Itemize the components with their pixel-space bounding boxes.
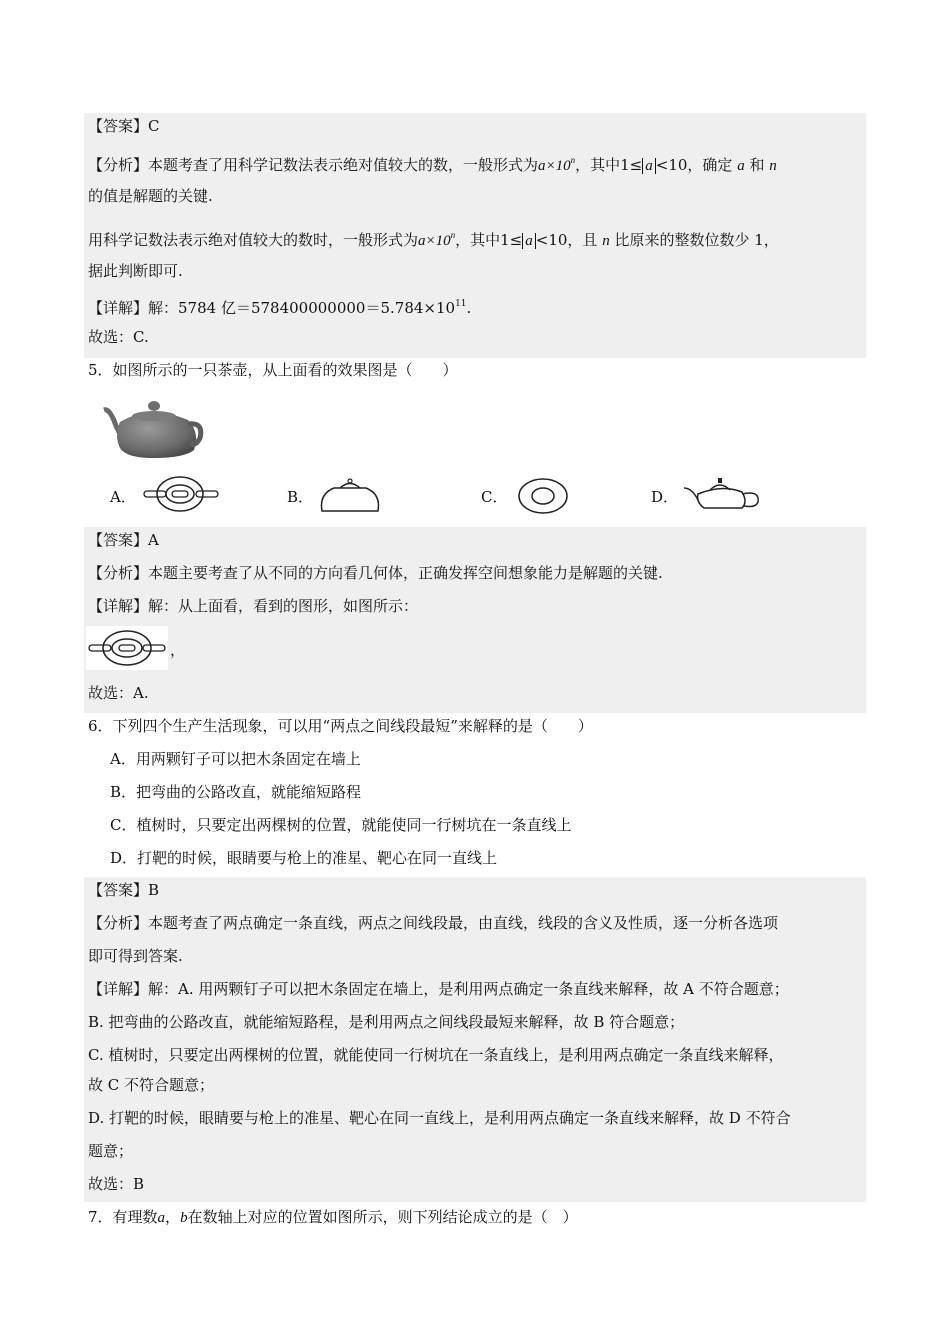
q6-answer: 【答案】B	[88, 881, 160, 899]
answer-top-view-icon	[86, 626, 168, 670]
q6-option-d: D．打靶的时候，眼睛要与枪上的准星、靶心在同一直线上	[110, 849, 498, 867]
option-a-top-view-icon	[142, 474, 220, 514]
q4-analysis-line1: 【分析】本题考查了用科学记数法表示绝对值较大的数，一般形式为$a\times 10^n$，其中1≤ a <10，确定 a 和 n	[88, 155, 777, 174]
q4-detail: 【详解】解：5784 亿$=578400000000=5.784\times 10^{11}$.	[88, 299, 472, 317]
q4-choose: 故选：C.	[88, 328, 149, 346]
q7-stem: 7．有理数a，b在数轴上对应的位置如图所示，则下列结论成立的是（ ）	[88, 1208, 578, 1226]
teapot-figure	[100, 396, 208, 462]
q6-detail-line4: 故 C 不符合题意；	[88, 1076, 215, 1094]
q5-option-b-label: B．	[287, 488, 314, 506]
option-b-front-view-icon	[318, 476, 382, 514]
option-d-side-view-icon	[682, 474, 762, 514]
q6-analysis-line2: 即可得到答案.	[88, 947, 183, 965]
q5-solution-block	[84, 527, 866, 713]
q5-analysis: 【分析】本题主要考查了从不同的方向看几何体，正确发挥空间想象能力是解题的关键.	[88, 564, 663, 582]
q6-choose: 故选：B	[88, 1175, 145, 1193]
q5-option-a-label: A．	[110, 488, 136, 506]
q6-option-a: A．用两颗钉子可以把木条固定在墙上	[110, 750, 361, 768]
q6-option-c: C．植树时，只要定出两棵树的位置，就能使同一行树坑在一条直线上	[110, 816, 572, 834]
q5-detail: 【详解】解：从上面看，看到的图形，如图所示：	[88, 597, 419, 615]
q6-detail-line2: B. 把弯曲的公路改直，就能缩短路程，是利用两点之间线段最短来解释，故 B 符合题意；	[88, 1013, 685, 1031]
q4-analysis-line4: 据此判断即可.	[88, 262, 183, 280]
q5-detail-comma: ，	[170, 641, 186, 659]
q6-detail-line1: 【详解】解：A. 用两颗钉子可以把木条固定在墙上，是利用两点确定一条直线来解释，故 A 不符合题意；	[88, 980, 789, 998]
q4-analysis-line3: 用科学记数法表示绝对值较大的数时，一般形式为$a\times 10^n$，其中1≤ a <10，且 n 比原来的整数位数少 1，	[88, 230, 779, 249]
q6-detail-line3: C. 植树时，只要定出两棵树的位置，就能使同一行树坑在一条直线上，是利用两点确定一条直线来解释，	[88, 1046, 784, 1064]
q5-choose: 故选：A.	[88, 684, 149, 702]
q6-stem: 6．下列四个生产生活现象，可以用“两点之间线段最短”来解释的是（ ）	[88, 717, 593, 735]
q6-option-b: B．把弯曲的公路改直，就能缩短路程	[110, 783, 362, 801]
q5-option-d-label: D．	[651, 488, 679, 506]
q5-stem: 5．如图所示的一只茶壶，从上面看的效果图是（ ）	[88, 361, 458, 379]
option-c-circle-view-icon	[516, 476, 570, 516]
q6-analysis-line1: 【分析】本题考查了两点确定一条直线，两点之间线段最，由直线，线段的含义及性质，逐一分析各选项	[88, 914, 779, 932]
q6-detail-line5: D. 打靶的时候，眼睛要与枪上的准星、靶心在同一直线上，是利用两点确定一条直线来解释，故 D 不符合	[88, 1109, 791, 1127]
q5-option-c-label: C．	[481, 488, 508, 506]
q4-analysis-line2: 的值是解题的关键.	[88, 187, 213, 205]
q4-answer: 【答案】C	[88, 117, 160, 135]
q5-answer: 【答案】A	[88, 531, 159, 549]
q6-detail-line6: 题意；	[88, 1142, 134, 1160]
